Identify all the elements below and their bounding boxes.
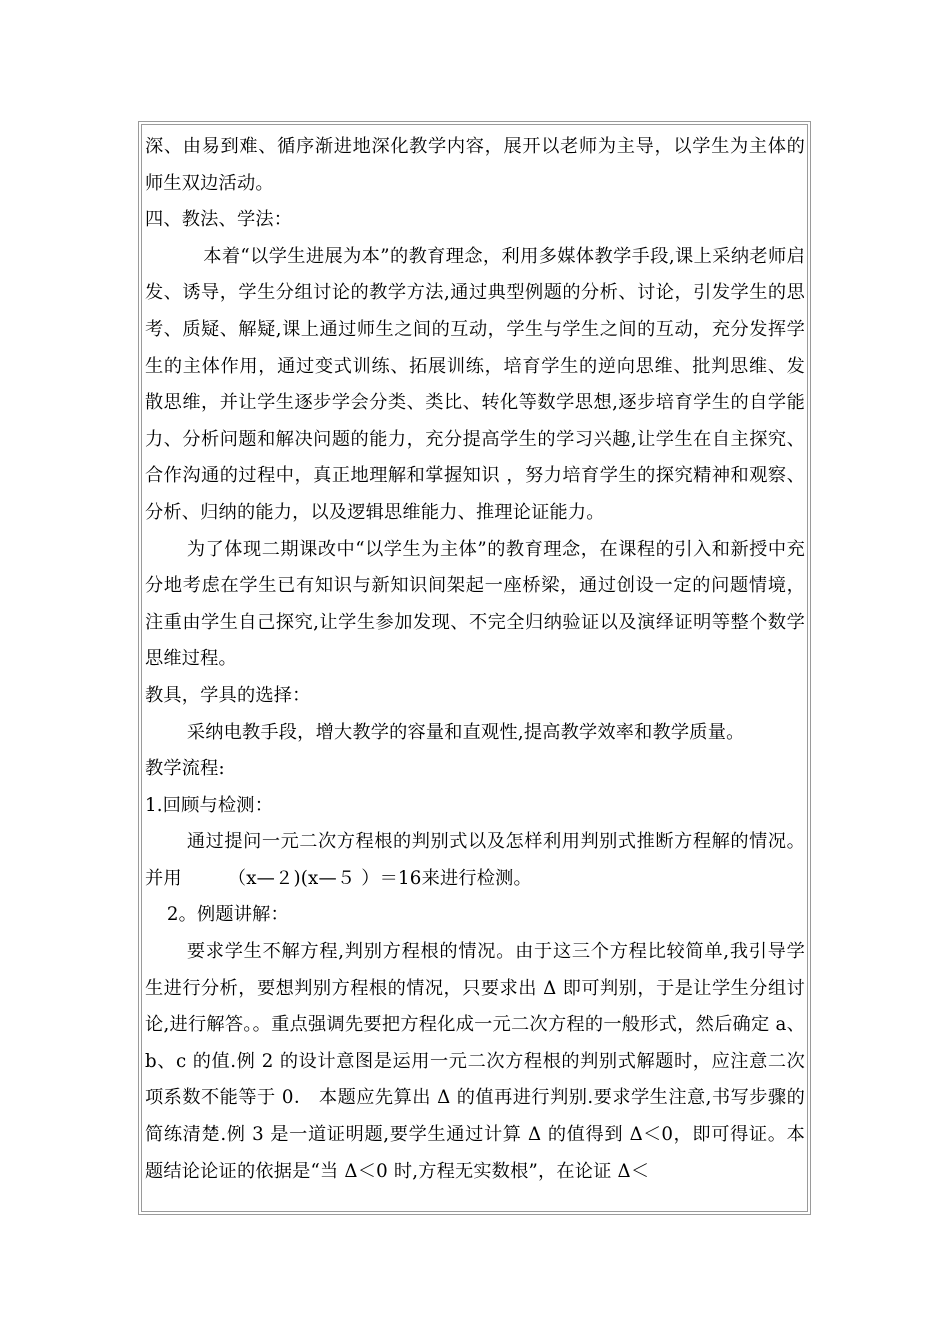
paragraph-curriculum-reform: 为了体现二期课改中“以学生为主体”的教育理念，在课程的引入和新授中充分地考虑在学生已有知识与新知识间架起一座桥梁，通过创设一定的问题情境，注重由学生自己探究,让学生参加发现、不完全归纳验证以及演绎证明等整个数学思维过程。 [145,538,805,670]
heading-teaching-aids: 教具，学具的选择： [145,684,311,706]
paragraph-teaching-aids: 采纳电教手段，增大教学的容量和直观性,提高教学效率和教学质量。 [186,721,745,743]
paragraph-review-and-test: 通过提问一元二次方程根的判别式以及怎样利用判别式推断方程解的情况。并用 （x—２)(x—５ ）＝16来进行检测。 [145,831,805,889]
heading-example-explanation: 2。例题讲解： [166,904,289,926]
paragraph-example-explanation: 要求学生不解方程,判别方程根的情况。由于这三个方程比较简单,我引导学生进行分析，要想判别方程根的情况，只要求出 Δ 即可判别，于是让学生分组讨论,进行解答。。重点强调先要把方程化成一元二次方程的一般形式，然后确定 a、b、c 的值.例 2 的设计意图是运用一元二次方程根的判别式解题时，应注意二次项系数不能等于 0． 本题应先算出 Δ 的值再进行判别.要求学生注意,书写步骤的简练清楚.例 3 是一道证明题,要学生通过计算 Δ 的值得到 Δ＜0，即可得证。本题结论论证的依据是“当 Δ＜0 时,方程无实数根”，在论证 Δ＜ [145,941,805,1182]
heading-teaching-process: 教学流程: [145,758,225,780]
heading-review-and-test: 1.回顾与检测： [145,794,274,816]
paragraph-intro-continuation: 深、由易到难、循序渐进地深化教学内容，展开以老师为主导，以学生为主体的师生双边活动。 [145,136,805,194]
heading-teaching-methods: 四、教法、学法： [145,209,293,231]
paragraph-teaching-methods: 本着“以学生进展为本”的教育理念，利用多媒体教学手段,课上采纳老师启发、诱导，学生分组讨论的教学方法,通过典型例题的分析、讨论，引发学生的思考、质疑、解疑,课上通过师生之间的互动，学生与学生之间的互动，充分发挥学生的主体作用，通过变式训练、拓展训练，培育学生的逆向思维、批判思维、发散思维，并让学生逐步学会分类、类比、转化等数学思想,逐步培育学生的自学能力、分析问题和解决问题的能力，充分提高学生的学习兴趣,让学生在自主探究、合作沟通的过程中，真正地理解和掌握知识 ，努力培育学生的探究精神和观察、分析、归纳的能力，以及逻辑思维能力、推理论证能力。 [145,245,805,523]
document-table-frame [141,124,808,1212]
document-body [145,129,805,1190]
